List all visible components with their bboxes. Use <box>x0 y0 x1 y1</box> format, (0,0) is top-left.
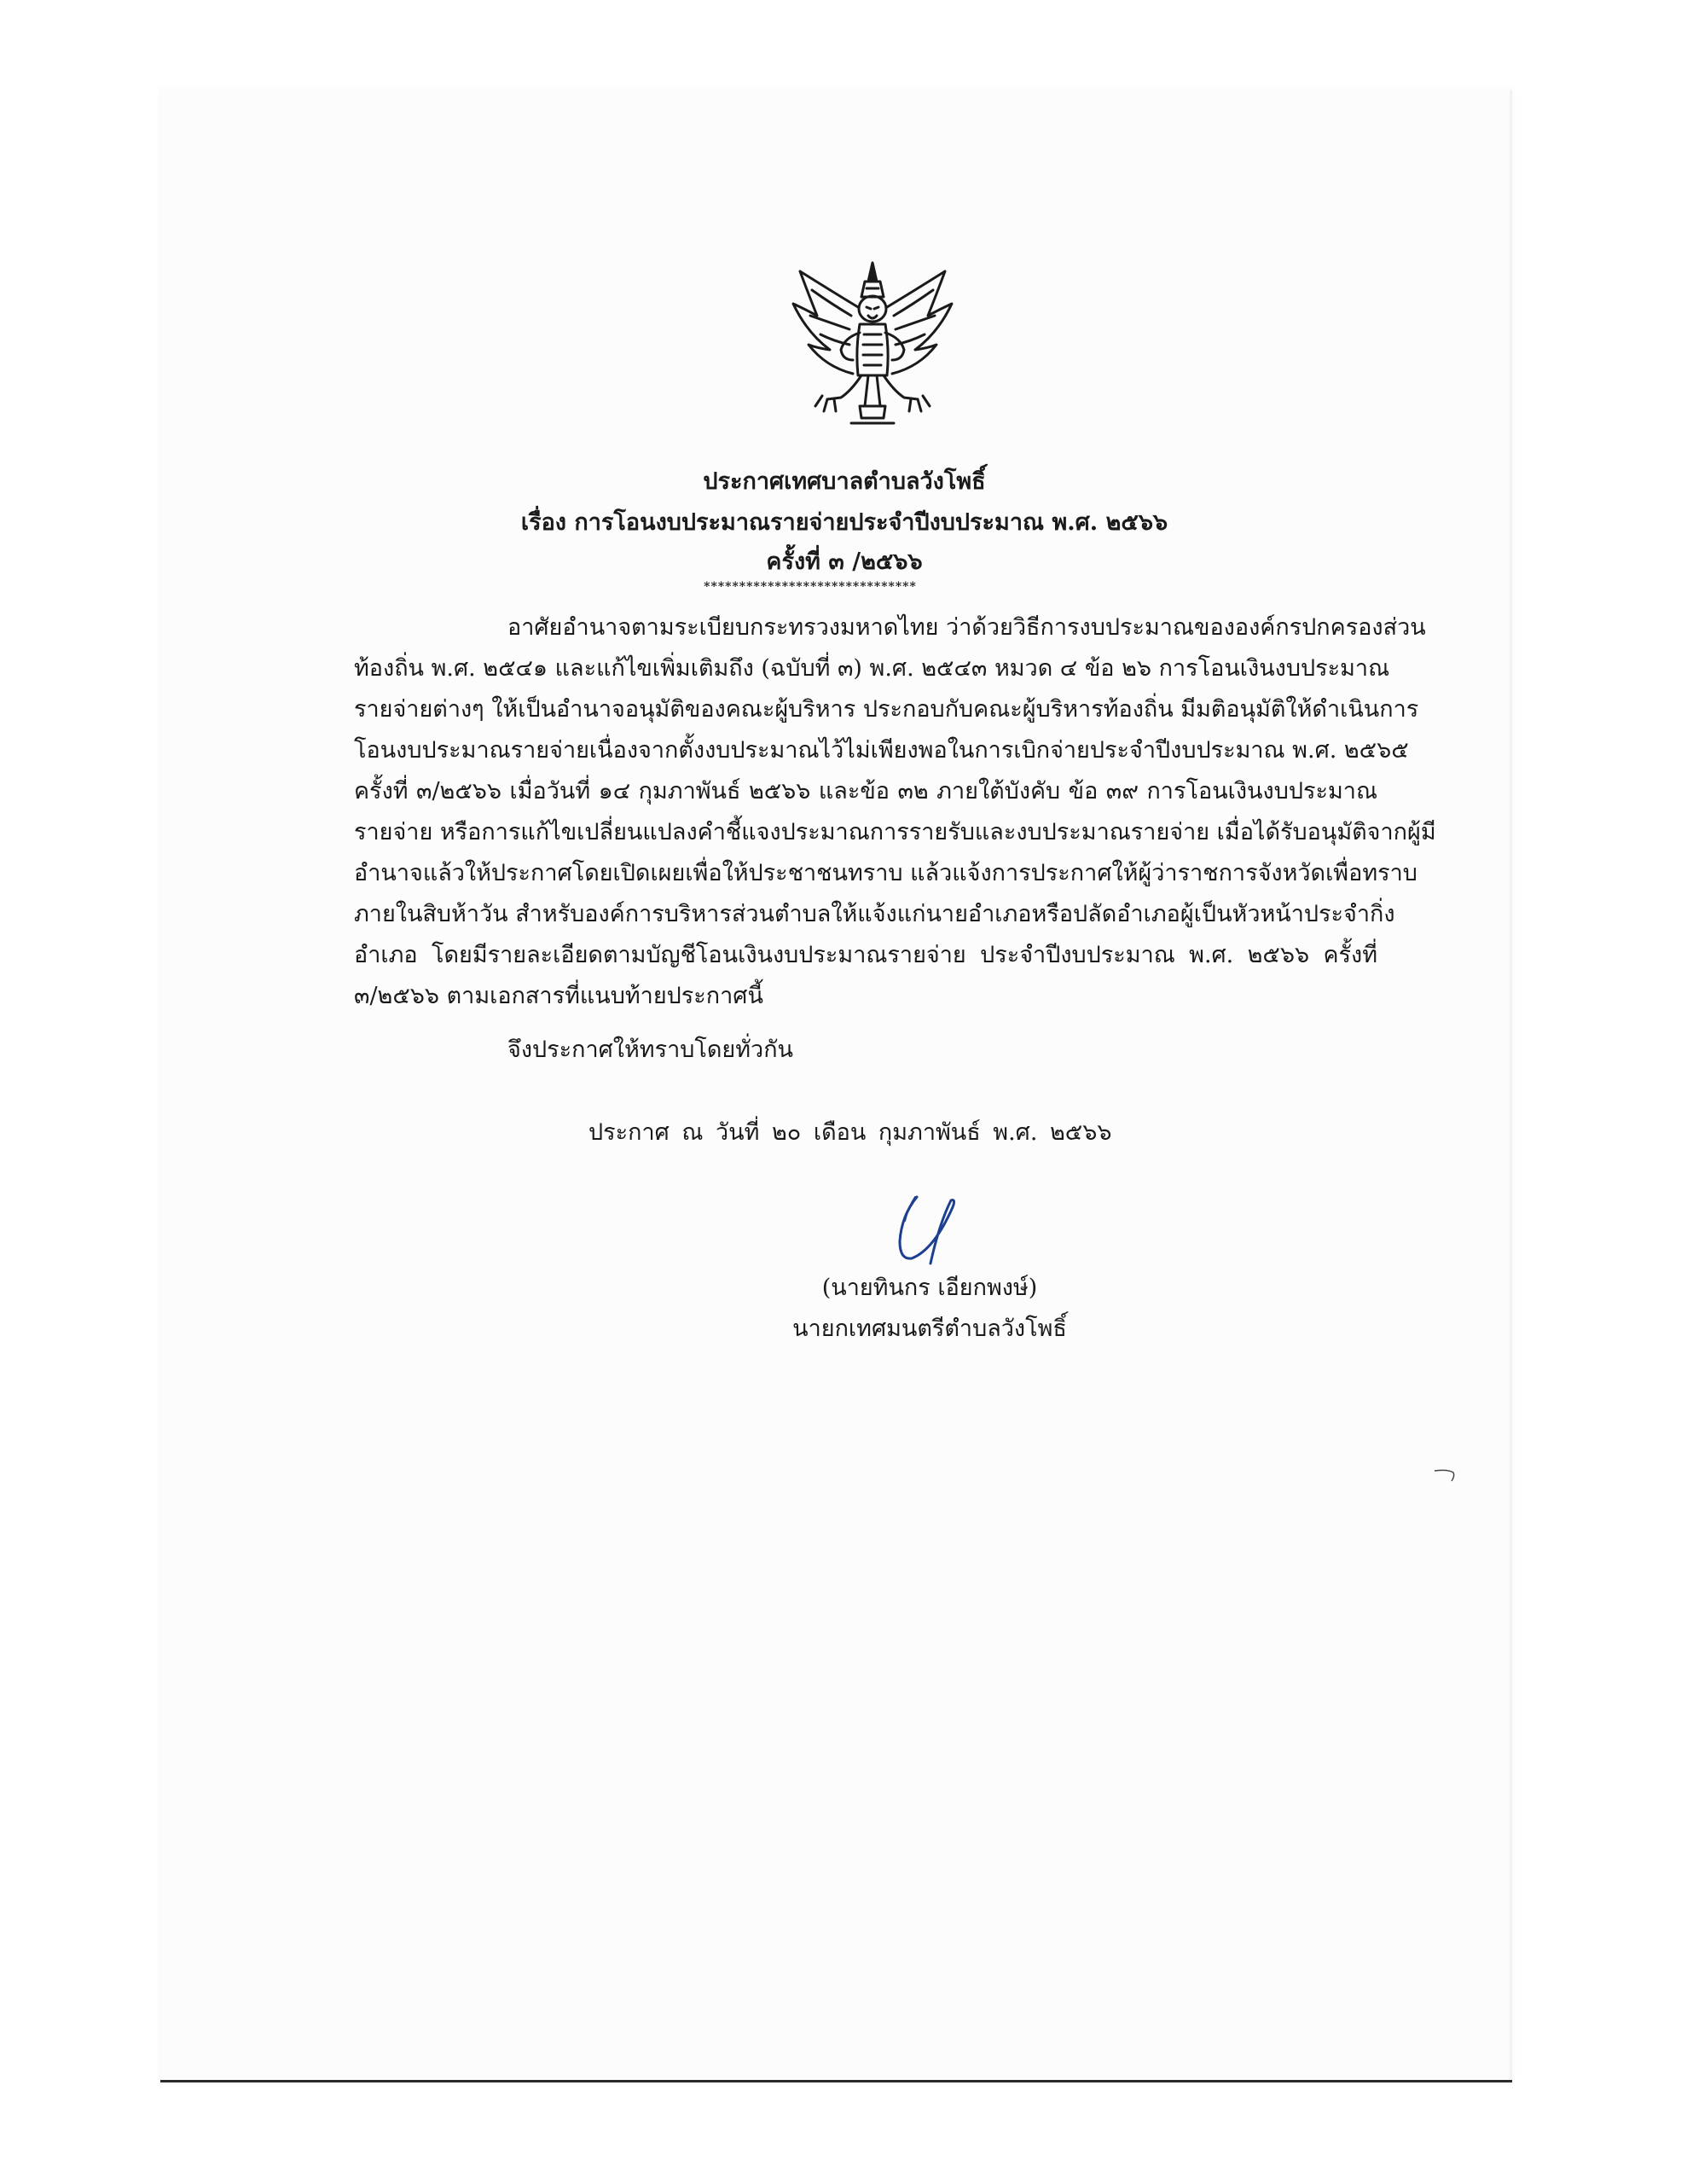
announcement-body <box>354 607 1436 1017</box>
body-line: รายจ่าย หรือการแก้ไขเปลี่ยนแปลงคำชี้แจงประมาณการรายรับและงบประมาณรายจ่าย เมื่อได้รับอนุมัติจากผู้มี <box>354 819 1436 845</box>
closing-statement: จึงประกาศให้ทราบโดยทั่วกัน <box>507 1037 793 1063</box>
announcement-title: ประกาศเทศบาลตำบลวังโพธิ์ <box>703 468 986 495</box>
signature-icon <box>883 1182 977 1275</box>
body-line: ๓/๒๕๖๖ ตามเอกสารที่แนบท้ายประกาศนี้ <box>354 983 763 1009</box>
scan-edge-bottom <box>160 2080 1512 2082</box>
body-line: ภายในสิบห้าวัน สำหรับองค์การบริหารส่วนตำบลให้แจ้งแก่นายอำเภอหรือปลัดอำเภอผู้เป็นหัวหน้าประจำกิ่ง <box>354 901 1395 927</box>
body-line: ท้องถิ่น พ.ศ. ๒๕๔๑ และแก้ไขเพิ่มเติมถึง (ฉบับที่ ๓) พ.ศ. ๒๕๔๓ หมวด ๔ ข้อ ๒๖ การโอนเงินงบประมาณ <box>354 655 1390 682</box>
garuda-emblem-icon <box>783 256 962 435</box>
issue-date: ประกาศ ณ วันที่ ๒๐ เดือน กุมภาพันธ์ พ.ศ. ๒๕๖๖ <box>588 1119 1112 1146</box>
announcement-round: ครั้งที่ ๓ /๒๕๖๖ <box>766 549 923 575</box>
body-line: อำนาจแล้วให้ประกาศโดยเปิดเผยเพื่อให้ประชาชนทราบ แล้วแจ้งการประกาศให้ผู้ว่าราชการจังหวัดเพื่อทราบ <box>354 860 1417 886</box>
body-line: ครั้งที่ ๓/๒๕๖๖ เมื่อวันที่ ๑๔ กุมภาพันธ์ ๒๕๖๖ และข้อ ๓๒ ภายใต้บังคับ ข้อ ๓๙ การโอนเงินงบประมาณ <box>354 778 1377 804</box>
body-line: รายจ่ายต่างๆ ให้เป็นอำนาจอนุมัติของคณะผู้บริหาร ประกอบกับคณะผู้บริหารท้องถิ่น มีมติอนุมัติให้ดำเนินการ <box>354 696 1419 723</box>
body-line: อาศัยอำนาจตามระเบียบกระทรวงมหาดไทย ว่าด้วยวิธีการงบประมาณขององค์กรปกครองส่วน <box>507 614 1426 641</box>
announcement-subject: เรื่อง การโอนงบประมาณรายจ่ายประจำปีงบประมาณ พ.ศ. ๒๕๖๖ <box>520 509 1168 536</box>
signatory-title: นายกเทศมนตรีตำบลวังโพธิ์ <box>792 1316 1067 1342</box>
body-line: อำเภอ โดยมีรายละเอียดตามบัญชีโอนเงินงบประมาณรายจ่าย ประจำปีงบประมาณ พ.ศ. ๒๕๖๖ ครั้งที่ <box>354 942 1377 968</box>
signatory-name: (นายทินกร เอียกพงษ์) <box>821 1275 1038 1301</box>
body-paragraph <box>354 607 1436 1017</box>
separator-stars: ****************************** <box>704 580 917 594</box>
body-line: โอนงบประมาณรายจ่ายเนื่องจากตั้งงบประมาณไว้ไม่เพียงพอในการเบิกจ่ายประจำปีงบประมาณ พ.ศ. ๒๕๖๕ <box>354 737 1409 764</box>
stray-mark-icon <box>1433 1467 1458 1484</box>
scan-edge-right <box>1510 90 1512 2082</box>
